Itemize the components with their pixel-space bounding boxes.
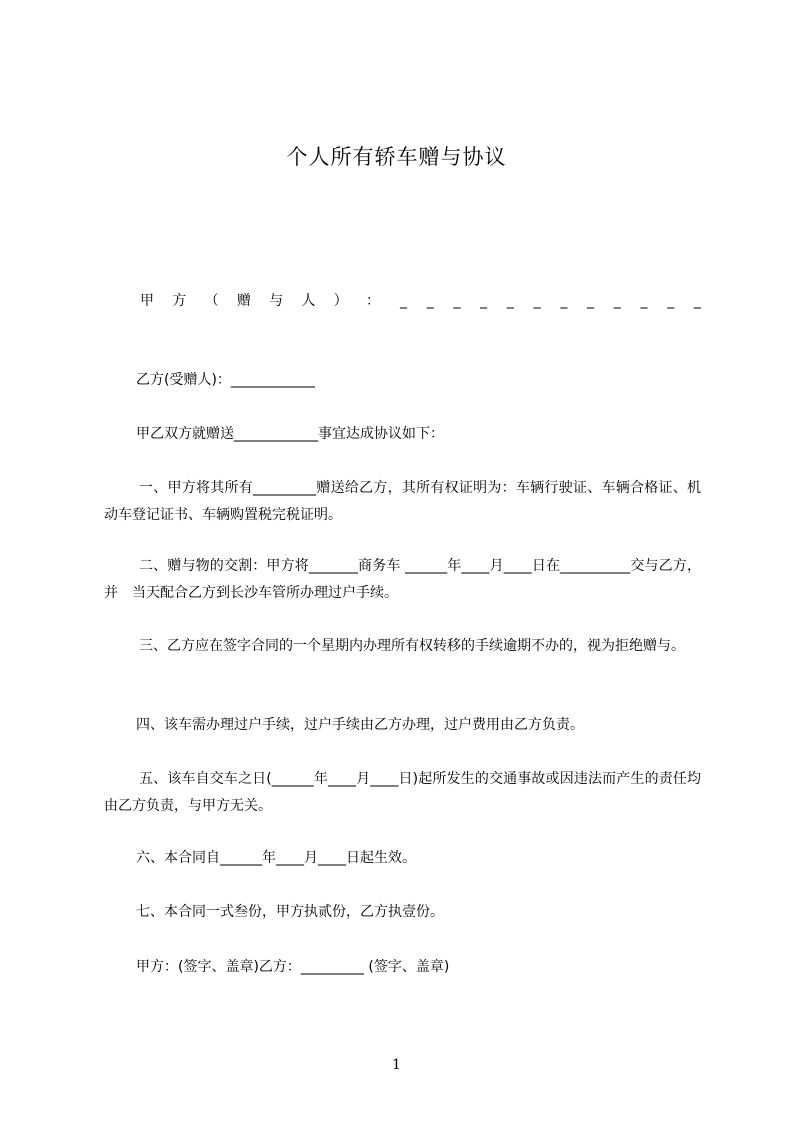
blank-mark: _ xyxy=(506,293,514,309)
clause-2: 二、赠与物的交割：甲方将_______商务车 ______年____月____日在__________交与乙方，并 当天配合乙方到长沙车管所办理过户手续。 xyxy=(104,558,701,601)
blank-mark: _ xyxy=(533,293,541,309)
blank-mark: _ xyxy=(480,293,488,309)
party-a-label-char: 赠 xyxy=(236,293,251,309)
blank-mark: _ xyxy=(453,293,461,309)
blank-mark: _ xyxy=(693,293,701,309)
party-a-label-char: 人 xyxy=(301,293,316,309)
intro-line: 甲乙双方就赠送____________事宜达成协议如下： xyxy=(136,426,444,442)
clause-3: 三、乙方应在签字合同的一个星期内办理所有权转移的手续逾期不办的，视为拒绝赠与。 xyxy=(139,638,685,654)
blank-mark: _ xyxy=(560,293,568,309)
party-a-label-char: 方 xyxy=(172,293,187,309)
signature-line: 甲方：(签字、盖章)乙方：_________ (签字、盖章) xyxy=(136,959,450,975)
party-a-label-char: ） xyxy=(333,293,348,309)
document-title: 个人所有轿车赠与协议 xyxy=(286,145,507,169)
party-a-label xyxy=(140,288,380,315)
blank-mark: _ xyxy=(613,293,621,309)
page-number: 1 xyxy=(392,1057,401,1073)
clause-5: 五、该车自交车之日(______年____月____日)起所发生的交通事故或因违法而产生的责任均由乙方负责，与甲方无关。 xyxy=(104,771,701,814)
party-a-blank xyxy=(400,288,701,315)
blank-mark: _ xyxy=(426,293,434,309)
party-a-label-char: 与 xyxy=(269,293,284,309)
blank-mark: _ xyxy=(587,293,595,309)
party-b-line: 乙方(受赠人)：____________ xyxy=(136,372,315,388)
clause-6: 六、本合同自______年____月____日起生效。 xyxy=(136,850,416,866)
clause-7: 七、本合同一式叁份，甲方执贰份，乙方执壹份。 xyxy=(136,904,444,920)
clause-4: 四、该车需办理过户手续，过户手续由乙方办理，过户费用由乙方负责。 xyxy=(136,717,584,733)
party-a-label-char: ： xyxy=(365,293,380,309)
blank-mark: _ xyxy=(667,293,675,309)
party-a-label-char: （ xyxy=(204,293,219,309)
blank-mark: _ xyxy=(640,293,648,309)
party-a-label-char: 甲 xyxy=(140,293,154,309)
blank-mark: _ xyxy=(400,293,407,309)
clause-1: 一、甲方将其所有_________赠送给乙方，其所有权证明为：车辆行驶证、车辆合格证、机动车登记证书、车辆购置税完税证明。 xyxy=(104,480,701,523)
